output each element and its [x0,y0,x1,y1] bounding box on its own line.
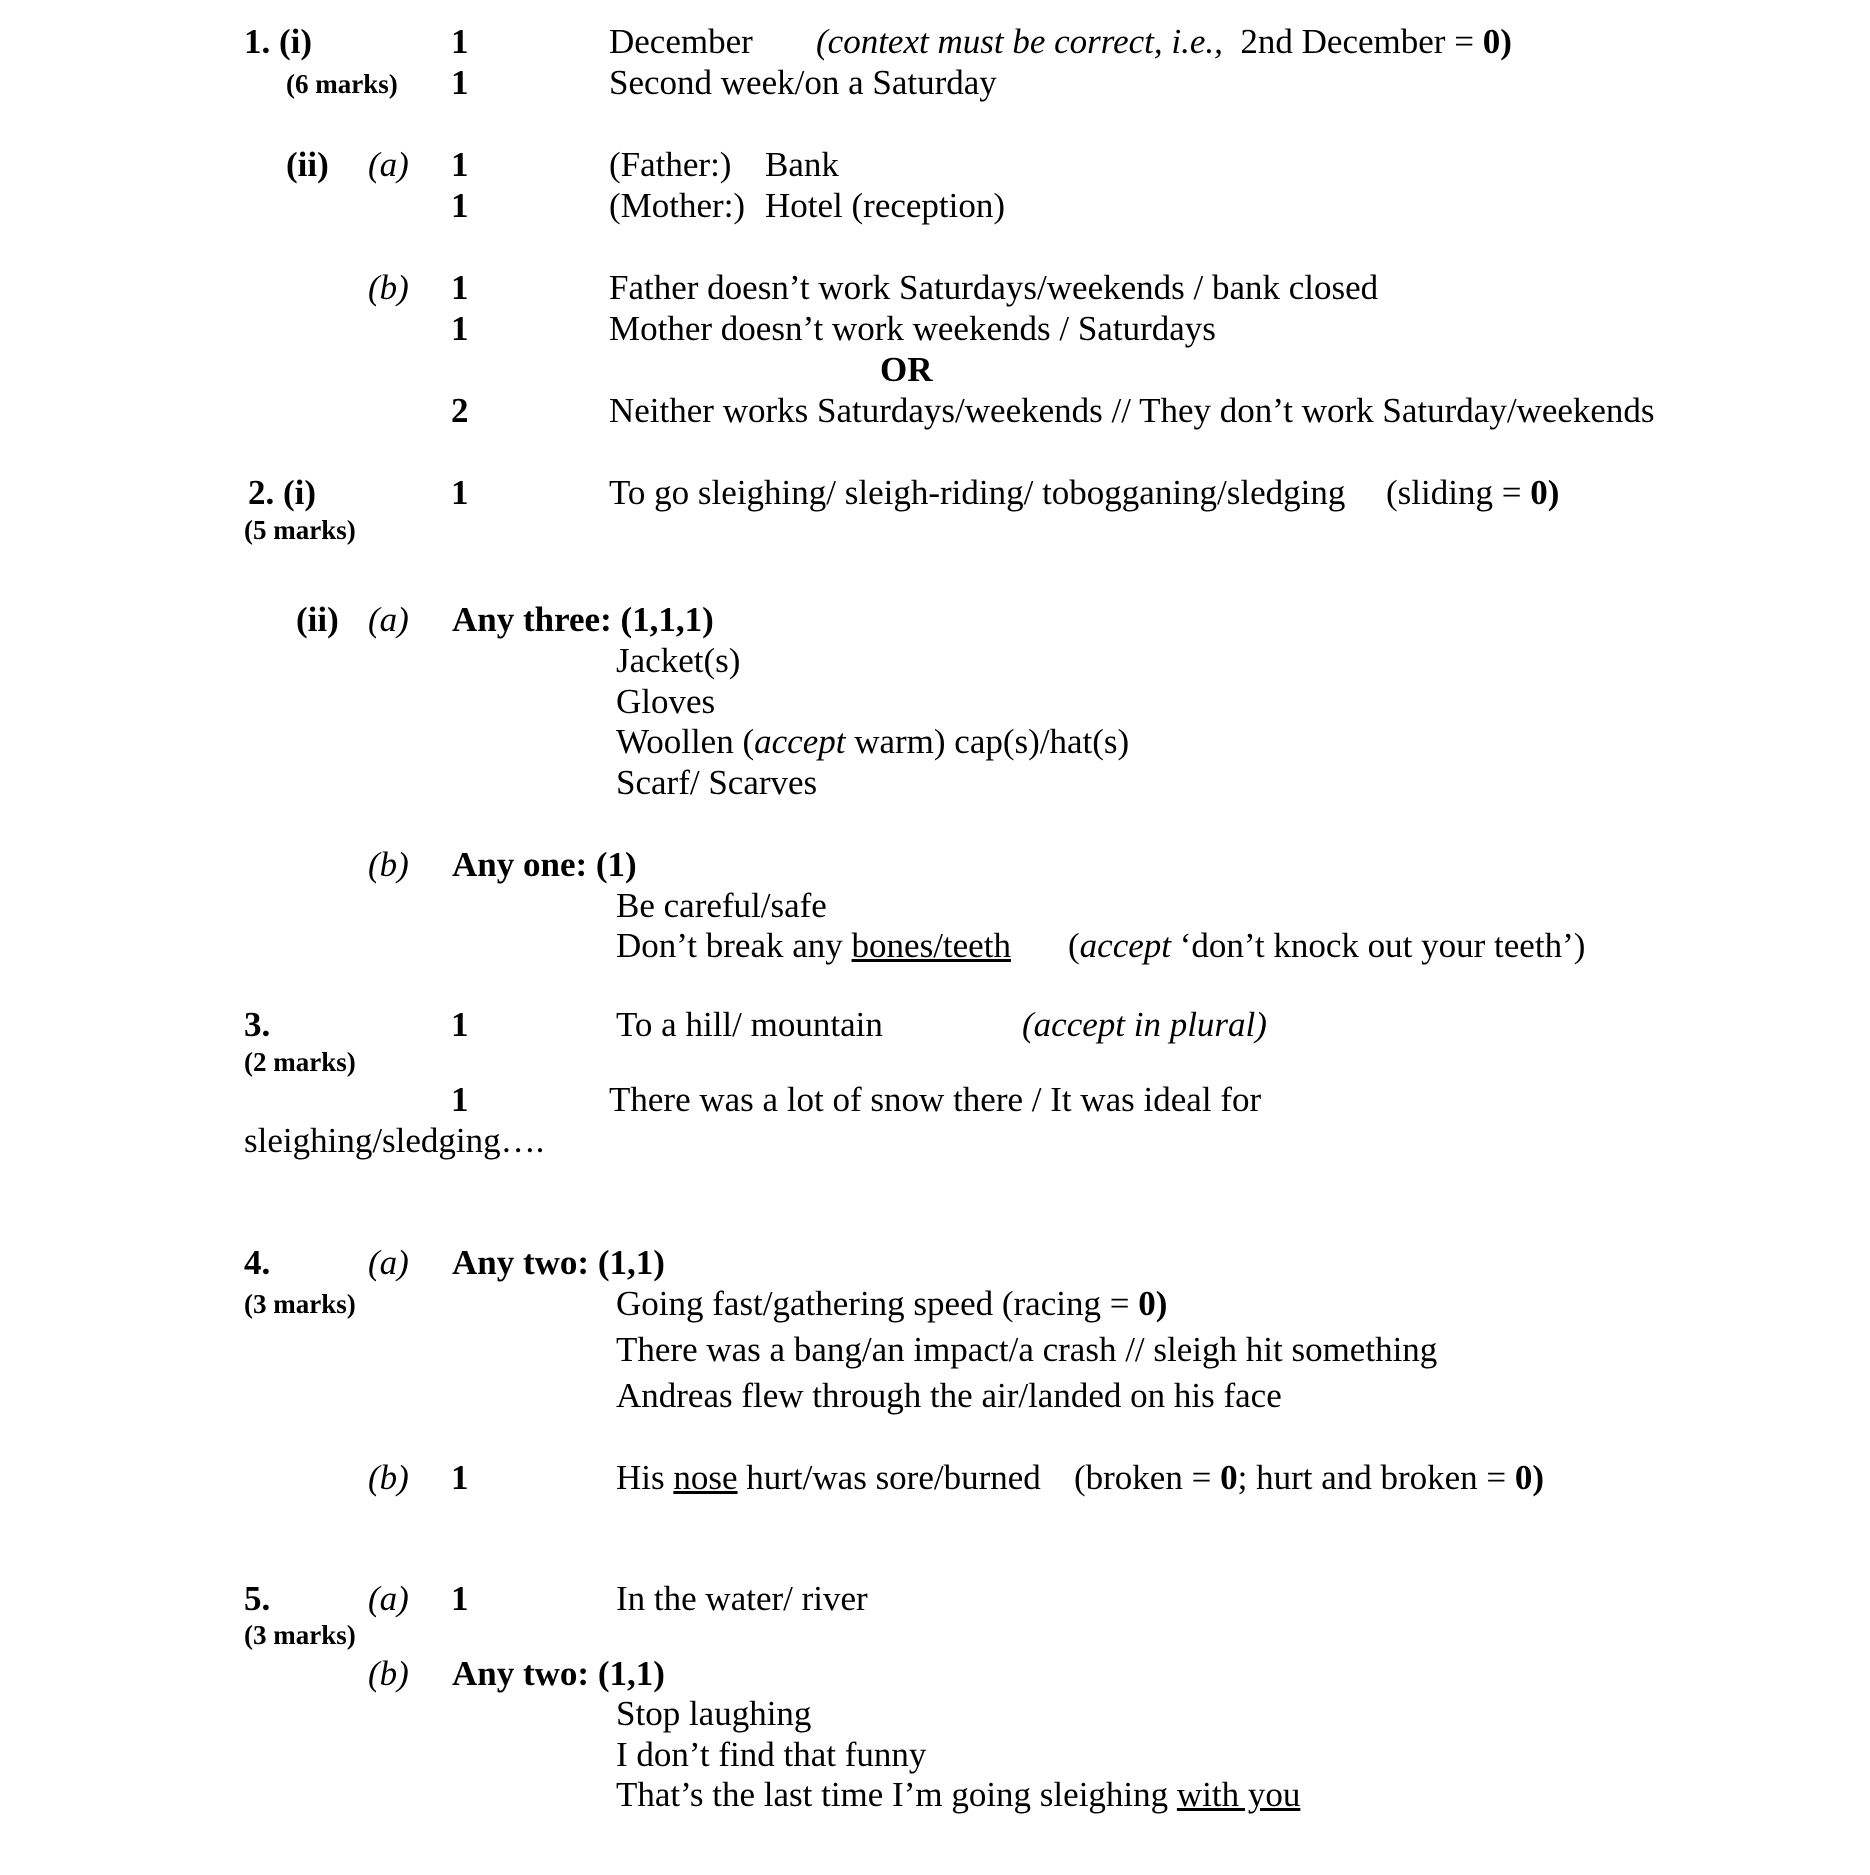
q2-ii-b-note: (accept ‘don’t knock out your teeth’) [1068,926,1586,965]
q2-ii-b-heading: Any one: (1) [452,845,637,884]
q4-b-label: (b) [368,1458,409,1497]
q2-marks: (5 marks) [244,515,356,545]
q2-ii-a-item-jacket: Jacket(s) [616,641,741,680]
q1-i-answer2: Second week/on a Saturday [609,63,997,102]
q1-ii-b-answer1: Father doesn’t work Saturdays/weekends / bank closed [609,268,1379,307]
q1-i-answer1: December [609,22,753,61]
q2-ii-b-item1: Be careful/safe [616,886,827,925]
q1-ii-b-answer2: Mother doesn’t work weekends / Saturdays [609,309,1216,348]
q4-b-mark: 1 [451,1458,469,1497]
q2-ii-a-item-woollen: Woollen (accept warm) cap(s)/hat(s) [616,722,1130,761]
q3-marks: (2 marks) [244,1047,356,1077]
q2-ii-a-item-scarf: Scarf/ Scarves [616,763,818,802]
q2-i-answer: To go sleighing/ sleigh-riding/ tobogganing/sledging [609,473,1346,512]
q1-ii-b-answer3: Neither works Saturdays/weekends // They don’t work Saturday/weekends [609,391,1655,430]
q1-ii-a-mark2: 1 [451,186,469,225]
q5-b-item1: Stop laughing [616,1694,812,1733]
q1-ii-a-mother-value: Hotel (reception) [765,186,1006,225]
q5-marks: (3 marks) [244,1620,356,1650]
q1-i-mark1: 1 [451,22,469,61]
q1-marks: (6 marks) [286,69,398,99]
q4-a-item1: Going fast/gathering speed (racing = 0) [616,1284,1168,1323]
q3-answer1: To a hill/ mountain [616,1005,883,1044]
q1-ii-a-father-label: (Father:) [609,145,732,184]
q5-number: 5. [244,1579,271,1618]
q4-number: 4. [244,1243,271,1282]
q1-ii-b-mark1: 1 [451,268,469,307]
q5-b-item3: That’s the last time I’m going sleighing with you [616,1775,1301,1814]
q2-i-mark: 1 [451,473,469,512]
q4-b-note: (broken = 0; hurt and broken = 0) [1074,1458,1545,1497]
q4-marks: (3 marks) [244,1289,356,1319]
q5-a-answer: In the water/ river [616,1579,868,1618]
q3-answer2: There was a lot of snow there / It was ideal for [609,1080,1262,1119]
q1-ii-b-label: (b) [368,268,409,307]
q1-ii-a-mark1: 1 [451,145,469,184]
q1-ii-b-or: OR [880,350,933,389]
q4-b-answer: His nose hurt/was sore/burned [616,1458,1041,1497]
q4-a-heading: Any two: (1,1) [452,1243,665,1282]
q5-b-item2: I don’t find that funny [616,1735,927,1774]
q1-ii-label: (ii) [286,145,329,184]
q1-number: 1. (i) [244,22,313,61]
q5-b-label: (b) [368,1654,409,1693]
q1-ii-a-label: (a) [368,145,409,184]
q1-ii-b-mark3: 2 [451,391,469,430]
q2-ii-label: (ii) [296,600,339,639]
q1-ii-b-mark2: 1 [451,309,469,348]
q2-ii-b-item2: Don’t break any bones/teeth [616,926,1011,965]
q3-answer2-continued: sleighing/sledging…. [244,1121,545,1160]
q4-a-item2: There was a bang/an impact/a crash // sleigh hit something [616,1330,1438,1369]
q2-ii-b-label: (b) [368,845,409,884]
q3-mark2: 1 [451,1080,469,1119]
q3-mark1: 1 [451,1005,469,1044]
q1-i-mark2: 1 [451,63,469,102]
q4-a-label: (a) [368,1243,409,1282]
q3-number: 3. [244,1005,271,1044]
q2-ii-a-heading: Any three: (1,1,1) [452,600,714,639]
q1-i-note1: (context must be correct, i.e., 2nd December = 0) [816,22,1512,61]
q2-number: 2. (i) [248,473,317,512]
q1-ii-a-mother-label: (Mother:) [609,186,746,225]
q5-a-label: (a) [368,1579,409,1618]
q5-a-mark: 1 [451,1579,469,1618]
q2-ii-a-label: (a) [368,600,409,639]
q1-ii-a-father-value: Bank [765,145,839,184]
q5-b-heading: Any two: (1,1) [452,1654,665,1693]
q4-a-item3: Andreas flew through the air/landed on his face [616,1376,1282,1415]
q2-i-note: (sliding = 0) [1386,473,1560,512]
q3-note1: (accept in plural) [1022,1005,1267,1044]
q2-ii-a-item-gloves: Gloves [616,682,716,721]
